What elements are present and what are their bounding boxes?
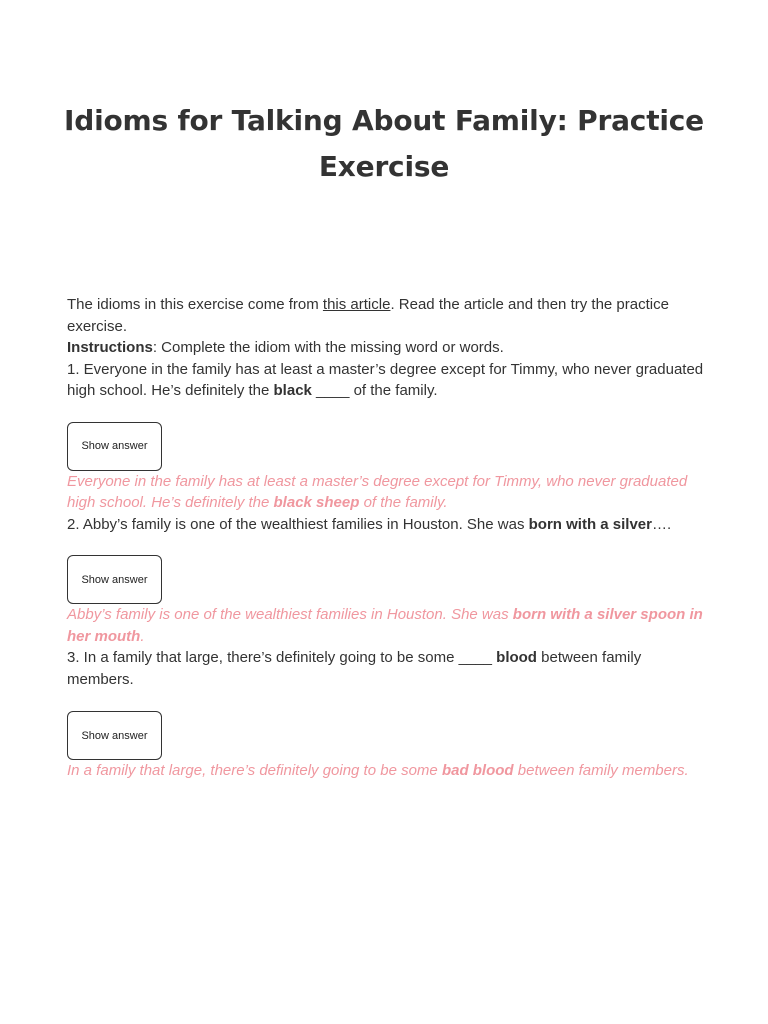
intro-suffix: . Read the article and then try the practice exercise.: [67, 296, 669, 335]
answer-3-idiom: bad blood: [441, 762, 514, 779]
question-2-text-end: ….: [652, 515, 672, 533]
answer-1: [67, 471, 707, 514]
instructions-text: : Complete the idiom with the missing word or words.: [152, 339, 504, 356]
answer-3-text: In a family that large, there’s definitely going to be some: [67, 762, 442, 779]
instructions-label: Instructions: [67, 339, 153, 356]
question-3-idiom: blood: [496, 649, 537, 666]
question-2: [67, 514, 707, 536]
question-1-text-end: ____ of the family.: [311, 382, 438, 399]
show-answer-button-2[interactable]: Show answer: [67, 555, 162, 604]
answer-2-text-end: .: [140, 627, 145, 645]
page-title: Idioms for Talking About Family: Practice Exercise: [64, 104, 704, 183]
article-body: [67, 294, 707, 782]
question-3-text: 3. In a family that large, there’s definitely going to be some ____: [67, 649, 497, 666]
article-link[interactable]: this article: [322, 296, 391, 313]
intro-paragraph: [67, 294, 707, 337]
show-answer-button-1[interactable]: Show answer: [67, 422, 162, 471]
question-1: [67, 359, 707, 402]
question-1-text: 1. Everyone in the family has at least a master’s degree except for Timmy, who never graduated high school. He’s definitely the: [67, 360, 704, 399]
question-3: [67, 647, 707, 690]
question-2-text: 2. Abby’s family is one of the wealthiest families in Houston. She was: [67, 515, 529, 533]
intro-prefix: The idioms in this exercise come from: [67, 296, 323, 313]
answer-1-text-end: of the family.: [359, 494, 448, 511]
answer-2: [67, 604, 707, 647]
instructions: [67, 337, 707, 359]
answer-2-text: Abby’s family is one of the wealthiest families in Houston. She was: [67, 606, 513, 623]
answer-3: [67, 760, 707, 782]
question-3-text-end: between family members.: [67, 649, 642, 688]
answer-3-text-end: between family members.: [513, 762, 689, 779]
show-answer-button-3[interactable]: Show answer: [67, 711, 162, 760]
answer-1-idiom: black sheep: [273, 494, 360, 511]
answer-2-idiom: born with a silver spoon in her mouth: [67, 606, 703, 645]
question-2-idiom: born with a silver: [528, 515, 652, 533]
answer-1-text: Everyone in the family has at least a master’s degree except for Timmy, who never graduated high school. He’s definitely the: [67, 472, 688, 511]
question-1-idiom: black: [273, 382, 312, 399]
